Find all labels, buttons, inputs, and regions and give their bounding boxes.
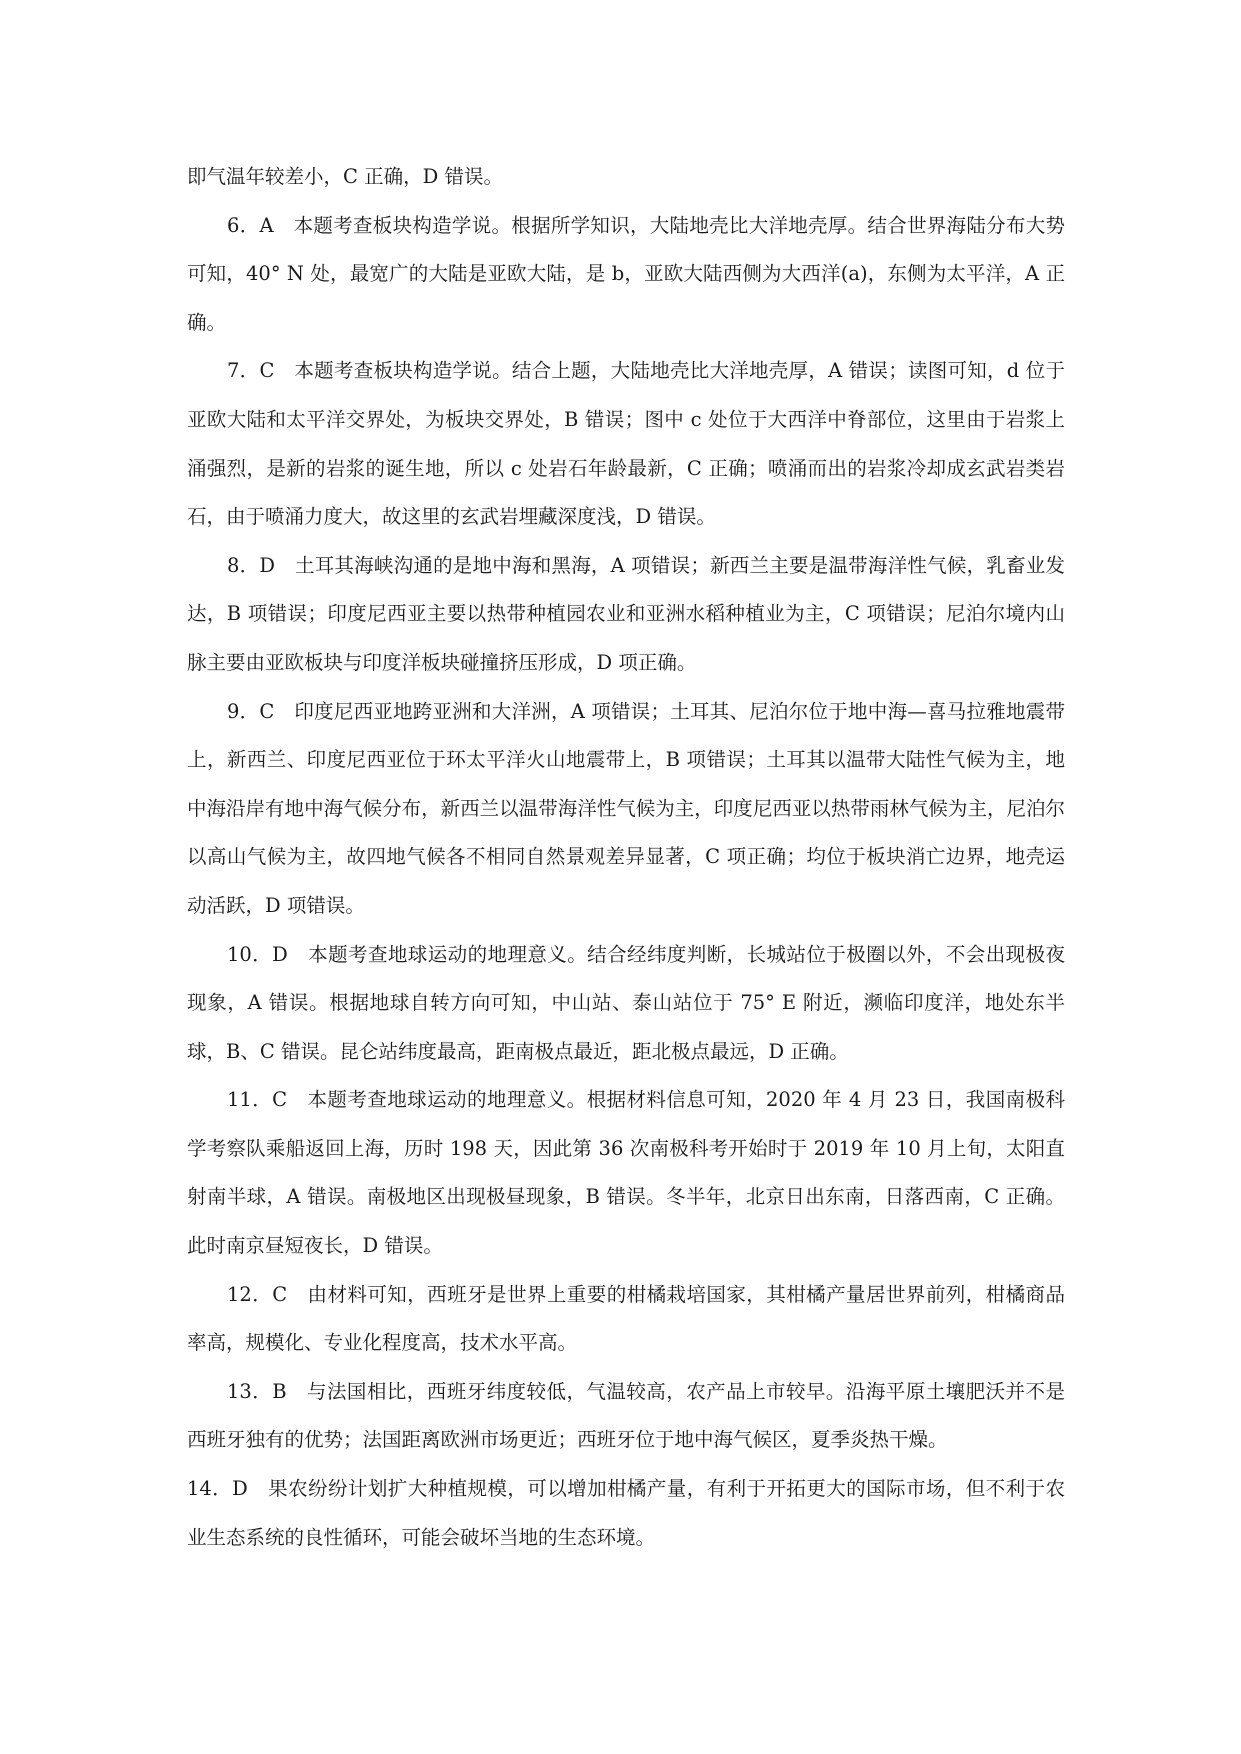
- paragraph-text: 本题考查地球运动的地理意义。根据材料信息可知，2020 年 4 月 23 日，我国南极科学考察队乘船返回上海，历时 198 天，因此第 36 次南极科考开始时于 2019 年 10 月上旬，太阳直射南半球，A 错误。南极地区出现极昼现象，B 错误。冬半年，北京日出东南，日落西南，C 正确。此时南京昼短夜长，D 错误。: [187, 1088, 1066, 1258]
- paragraph-text: 由材料可知，西班牙是世界上重要的柑橘栽培国家，其柑橘产量居世界前列，柑橘商品率高，规模化、专业化程度高，技术水平高。: [187, 1282, 1065, 1355]
- answer-prefix: 12．C: [227, 1282, 308, 1306]
- paragraph-continuation: [187, 153, 1065, 202]
- answer-7: [187, 347, 1065, 541]
- answer-12: [187, 1271, 1065, 1368]
- paragraph-text: 与法国相比，西班牙纬度较低，气温较高，农产品上市较早。沿海平原土壤肥沃并不是西班牙独有的优势；法国距离欧洲市场更近；西班牙位于地中海气候区，夏季炎热干燥。: [187, 1379, 1065, 1452]
- answer-9: [187, 688, 1065, 931]
- answer-prefix: 9．C: [227, 699, 295, 723]
- answer-prefix: 8．D: [227, 553, 295, 577]
- answer-8: [187, 542, 1065, 688]
- answer-prefix: 14．D: [187, 1477, 269, 1501]
- answer-prefix: 10．D: [227, 942, 309, 966]
- answer-prefix: 7．C: [227, 359, 295, 383]
- answer-11: [187, 1076, 1065, 1270]
- answer-10: [187, 931, 1065, 1077]
- answer-14: [187, 1465, 1065, 1562]
- paragraph-text: 本题考查板块构造学说。根据所学知识，大陆地壳比大洋地壳厚。结合世界海陆分布大势可知，40° N 处，最宽广的大陆是亚欧大陆，是 b，亚欧大陆西侧为大西洋(a)，东侧为太平洋，A 正确。: [187, 213, 1065, 334]
- answer-prefix: 6．A: [227, 213, 294, 237]
- answer-explanations: [187, 153, 1065, 1562]
- answer-prefix: 13．B: [227, 1379, 307, 1403]
- paragraph-text: 土耳其海峡沟通的是地中海和黑海，A 项错误；新西兰主要是温带海洋性气候，乳畜业发达，B 项错误；印度尼西亚主要以热带种植园农业和亚洲水稻种植业为主，C 项错误；尼泊尔境内山脉主要由亚欧板块与印度洋板块碰撞挤压形成，D 项正确。: [187, 553, 1065, 674]
- paragraph-text: 即气温年较差小，C 正确，D 错误。: [187, 165, 503, 188]
- answer-prefix: 11．C: [227, 1088, 308, 1112]
- answer-13: [187, 1368, 1065, 1465]
- paragraph-text: 果农纷纷计划扩大种植规模，可以增加柑橘产量，有利于开拓更大的国际市场，但不利于农业生态系统的良性循环，可能会破坏当地的生态环境。: [187, 1477, 1065, 1549]
- paragraph-text: 本题考查地球运动的地理意义。结合经纬度判断，长城站位于极圈以外，不会出现极夜现象，A 错误。根据地球自转方向可知，中山站、泰山站位于 75° E 附近，濒临印度洋，地处东半球，B、C 错误。昆仑站纬度最高，距南极点最近，距北极点最远，D 正确。: [187, 942, 1065, 1063]
- paragraph-text: 本题考查板块构造学说。结合上题，大陆地壳比大洋地壳厚，A 错误；读图可知，d 位于亚欧大陆和太平洋交界处，为板块交界处，B 错误；图中 c 处位于大西洋中脊部位，这里由于岩浆上涌强烈，是新的岩浆的诞生地，所以 c 处岩石年龄最新，C 正确；喷涌而出的岩浆冷却成玄武岩类岩石，由于喷涌力度大，故这里的玄武岩埋藏深度浅，D 错误。: [187, 359, 1066, 529]
- answer-6: [187, 202, 1065, 348]
- paragraph-text: 印度尼西亚地跨亚洲和大洋洲，A 项错误；土耳其、尼泊尔位于地中海—喜马拉雅地震带上，新西兰、印度尼西亚位于环太平洋火山地震带上，B 项错误；土耳其以温带大陆性气候为主，地中海沿岸有地中海气候分布，新西兰以温带海洋性气候为主，印度尼西亚以热带雨林气候为主，尼泊尔以高山气候为主，故四地气候各不相同自然景观差异显著，C 项正确；均位于板块消亡边界，地壳运动活跃，D 项错误。: [187, 699, 1065, 917]
